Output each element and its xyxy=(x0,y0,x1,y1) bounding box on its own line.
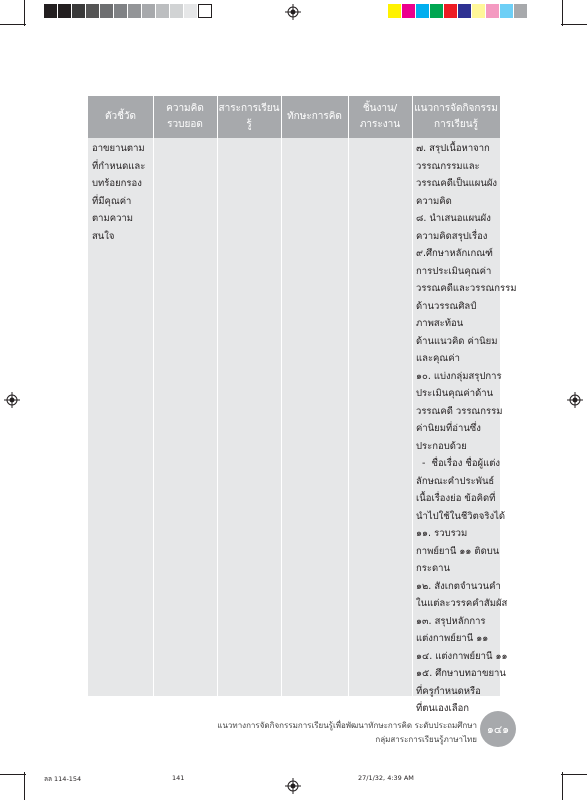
crop-mark xyxy=(24,0,25,26)
activity-line: ๑๐. แบ่งกลุ่มสรุปการ xyxy=(416,370,502,382)
activity-line: และคุณค่า xyxy=(416,353,460,364)
header-concept: ความคิด รวบยอด xyxy=(166,103,204,130)
column-divider xyxy=(217,96,218,696)
header-thinking-skill: ทักษะการคิด xyxy=(287,111,342,122)
activity-line: ๑๑. รวบรวม xyxy=(416,528,468,539)
registration-mark-top xyxy=(285,4,301,20)
grayscale-strip xyxy=(44,4,212,18)
column-divider xyxy=(153,96,154,696)
activity-line: การประเมินคุณค่า xyxy=(416,265,492,277)
slug-page: 141 xyxy=(172,774,185,782)
activity-line: ในแต่ละวรรคคำสัมผัส xyxy=(416,598,508,609)
activity-line: ๑๒. สังเกตจำนวนคำ xyxy=(416,580,501,592)
crop-mark xyxy=(562,772,563,800)
header-task: ชิ้นงาน/ ภาระงาน xyxy=(359,103,401,130)
indicator-line: สนใจ xyxy=(92,230,115,242)
activity-line: วรรณคดีและวรรณกรรม xyxy=(416,283,517,294)
indicator-line: ที่กำหนดและ xyxy=(92,160,146,172)
activity-line: ที่ครูกำหนดหรือ xyxy=(416,685,481,697)
indicator-line: บทร้อยกรอง xyxy=(92,178,142,189)
crop-mark xyxy=(561,24,587,25)
activity-line: ความคิด xyxy=(416,195,452,207)
activity-line: ด้านวรรณศิลป์ xyxy=(416,300,477,312)
registration-mark-bottom xyxy=(285,778,301,794)
activity-line: กาพย์ยานี ๑๑ ติดบน xyxy=(416,545,500,557)
indicator-line: อาขยานตาม xyxy=(92,143,145,154)
activity-line: ๑๓. สรุปหลักการ xyxy=(416,615,486,627)
activity-line: - ชื่อเรื่อง ชื่อผู้แต่ง xyxy=(416,458,501,469)
footer-book-title: แนวทางการจัดกิจกรรมการเรียนรู้เพื่อพัฒนาทักษะการคิด ระดับประถมศึกษา xyxy=(217,721,477,730)
activity-cell xyxy=(416,140,517,718)
column-divider xyxy=(412,96,413,696)
indicator-line: ตามความ xyxy=(92,213,134,224)
registration-mark-left xyxy=(4,392,20,408)
activity-line: ๑๕. ศึกษาบทอาขยาน xyxy=(416,668,506,679)
registration-mark-right xyxy=(567,392,583,408)
header-activities: แนวการจัดกิจกรรม การเรียนรู้ xyxy=(414,103,498,130)
crop-mark xyxy=(24,772,25,800)
curriculum-table xyxy=(88,96,517,714)
column-divider xyxy=(281,96,282,696)
activity-line: ค่านิยมที่อ่านซึ่ง xyxy=(416,423,481,434)
slug-date: 27/1/32, 4:39 AM xyxy=(358,774,414,782)
footer-subject: กลุ่มสาระการเรียนรู้ภาษาไทย xyxy=(375,735,477,744)
activity-line: ๗. สรุปเนื้อหาจาก xyxy=(416,143,490,154)
activity-line: ลักษณะคำประพันธ์ xyxy=(416,475,495,487)
header-indicator: ตัวชี้วัด xyxy=(104,111,136,122)
activity-line: ประเมินคุณค่าด้าน xyxy=(416,388,494,399)
column-divider xyxy=(348,96,349,696)
activity-line: นำไปใช้ในชีวิตจริงได้ xyxy=(416,510,506,522)
crop-mark xyxy=(561,774,587,775)
crop-mark xyxy=(0,774,26,775)
activity-line: ที่ตนเองเลือก xyxy=(416,703,470,714)
activity-line: วรรณคดีเป็นแผนผัง xyxy=(416,178,498,189)
activity-line: วรรณกรรมและ xyxy=(416,160,480,172)
slug-file: ลล 114-154 xyxy=(44,775,82,783)
activity-line: กระดาน xyxy=(416,563,450,574)
page-number: ๑๔๑ xyxy=(480,711,516,747)
activity-line: ด้านแนวคิด ค่านิยม xyxy=(416,335,498,347)
crop-mark xyxy=(562,0,563,26)
color-strip xyxy=(388,4,528,18)
indicator-cell xyxy=(92,140,145,245)
indicator-line: ที่มีคุณค่า xyxy=(92,195,132,207)
activity-line: เนื้อเรื่องย่อ ข้อคิดที่ xyxy=(416,493,496,504)
activity-line: ๙.ศึกษาหลักเกณฑ์ xyxy=(416,248,493,259)
activity-line: ความคิดสรุปเรื่อง xyxy=(416,230,488,242)
activity-line: ประกอบด้วย xyxy=(416,440,467,452)
activity-line: แต่งกาพย์ยานี ๑๑ xyxy=(416,633,489,644)
activity-line: ๑๔. แต่งกาพย์ยานี ๑๑ xyxy=(416,650,508,662)
activity-line: วรรณคดี วรรณกรรม xyxy=(416,405,503,417)
header-content: สาระการเรียนรู้ xyxy=(218,103,280,130)
activity-line: ๘. นำเสนอแผนผัง xyxy=(416,213,491,224)
activity-line: ภาพสะท้อน xyxy=(416,318,464,329)
crop-mark xyxy=(0,24,26,25)
